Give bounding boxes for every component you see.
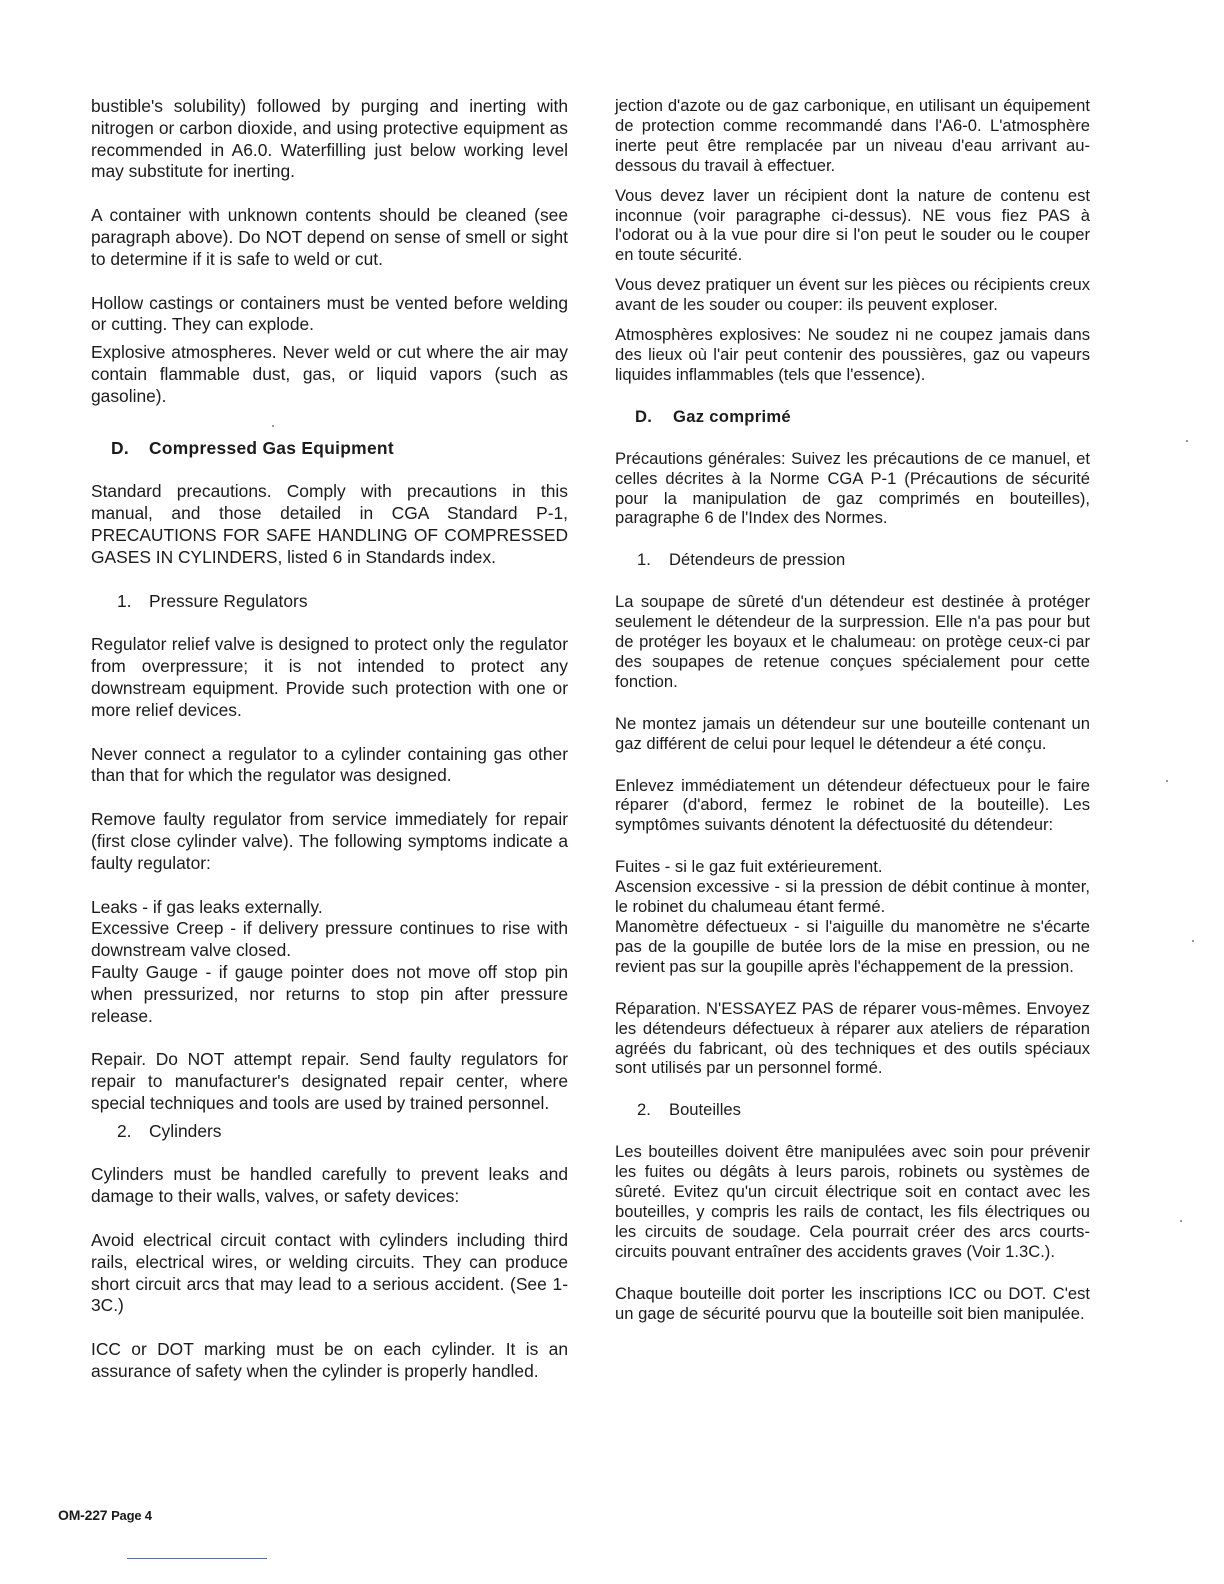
bottom-rule: [127, 1558, 267, 1559]
symptom-line: Leaks - if gas leaks externally.: [91, 896, 323, 917]
symptom-line: Manomètre défectueux - si l'aiguille du manomètre ne s'écarte pas de la goupille de butée lors de la mise en pression, ou ne revient pas sur la goupille après l'échappement de la pression.: [615, 917, 1090, 976]
symptom-line: Excessive Creep - if delivery pressure continues to rise with downstream valve closed.: [91, 918, 568, 961]
section-letter: D.: [111, 437, 129, 458]
paragraph: Avoid electrical circuit contact with cylinders including third rails, electrical wires, or welding circuits. They can produce short circuit arcs that may lead to a serious accident. (See 1-3C.): [91, 1230, 568, 1316]
scan-speck: [1166, 780, 1168, 782]
paragraph: La soupape de sûreté d'un détendeur est destinée à protéger seulement le détendeur de la surpression. Elle n'a pas pour but de protéger les boyaux et le chalumeau: on protège ceux-ci par des soupapes de retenue conçues spécialement pour cette fonction.: [615, 592, 1090, 691]
subsection-heading: [637, 550, 1090, 570]
subsection-title: Détendeurs de pression: [669, 550, 846, 570]
paragraph: Atmosphères explosives: Ne soudez ni ne coupez jamais dans des lieux où l'air peut contenir des poussières, gaz ou vapeurs liquides inflammables (tels que l'essence).: [615, 325, 1090, 384]
paragraph: Standard precautions. Comply with precautions in this manual, and those detailed in CGA Standard P-1, PRECAUTIONS FOR SAFE HANDLING OF COMPRESSED GASES IN CYLINDERS, listed 6 in Standards index.: [91, 481, 568, 567]
english-column: [91, 96, 568, 1405]
paragraph: Repair. Do NOT attempt repair. Send faulty regulators for repair to manufacturer's designated repair center, where special techniques and tools are used by trained personnel.: [91, 1049, 568, 1113]
subsection-heading: [637, 1100, 1090, 1120]
paragraph: Réparation. N'ESSAYEZ PAS de réparer vous-mêmes. Envoyez les détendeurs défectueux à réparer aux ateliers de réparation agréés du fabricant, où des techniques et des outils spéciaux sont utilisés par un personnel formé.: [615, 998, 1090, 1078]
paragraph: Précautions générales: Suivez les précautions de ce manuel, et celles décrites à la Norme CGA P-1 (Précautions de sécurité pour la manipulation de gaz comprimés en bouteilles), paragraphe 6 de l'Index des Normes.: [615, 448, 1090, 528]
subsection-number: 2.: [117, 1120, 132, 1141]
scan-speck: [1180, 1220, 1182, 1222]
paragraph: Never connect a regulator to a cylinder containing gas other than that for which the regulator was designed.: [91, 743, 568, 786]
subsection-number: 1.: [117, 590, 132, 611]
paragraph: Hollow castings or containers must be vented before welding or cutting. They can explode.: [91, 292, 568, 335]
section-title: Compressed Gas Equipment: [149, 437, 394, 458]
paragraph: Chaque bouteille doit porter les inscriptions ICC ou DOT. C'est un gage de sécurité pourvu que la bouteille soit bien manipulée.: [615, 1283, 1090, 1323]
paragraph: A container with unknown contents should be cleaned (see paragraph above). Do NOT depend on sense of smell or sight to determine if it is safe to weld or cut.: [91, 205, 568, 269]
section-title: Gaz comprimé: [673, 406, 791, 426]
subsection-number: 1.: [637, 550, 651, 570]
document-id: OM-227: [58, 1507, 108, 1523]
french-column: [615, 96, 1090, 1334]
paragraph: Explosive atmospheres. Never weld or cut where the air may contain flammable dust, gas, or liquid vapors (such as gasoline).: [91, 342, 568, 406]
subsection-title: Cylinders: [149, 1120, 222, 1141]
subsection-number: 2.: [637, 1100, 651, 1120]
scan-speck: [1186, 440, 1188, 442]
paragraph: Vous devez laver un récipient dont la nature de contenu est inconnue (voir paragraphe ci-dessus). NE vous fiez PAS à l'odorat ou à la vue pour dire si l'on peut le souder ou le couper en toute sécurité.: [615, 185, 1090, 265]
paragraph: Regulator relief valve is designed to protect only the regulator from overpressure; it is not intended to protect any downstream equipment. Provide such protection with one or more relief devices.: [91, 634, 568, 720]
paragraph: Vous devez pratiquer un évent sur les pièces ou récipients creux avant de les souder ou couper: ils peuvent exploser.: [615, 275, 1090, 315]
subsection-heading: [117, 591, 568, 613]
symptom-line: Ascension excessive - si la pression de débit continue à monter, le robinet du chalumeau étant fermé.: [615, 877, 1090, 917]
paragraph: Ne montez jamais un détendeur sur une bouteille contenant un gaz différent de celui pour lequel le détendeur a été conçu.: [615, 713, 1090, 753]
paragraph: Cylinders must be handled carefully to prevent leaks and damage to their walls, valves, or safety devices:: [91, 1164, 568, 1207]
paragraph: bustible's solubility) followed by purging and inerting with nitrogen or carbon dioxide, and using protective equipment as recommended in A6.0. Waterfilling just below working level may substitute for inerting.: [91, 96, 568, 182]
symptom-line: Faulty Gauge - if gauge pointer does not move off stop pin when pressurized, nor returns to stop pin after pressure release.: [91, 961, 568, 1026]
section-heading: [111, 438, 568, 460]
paragraph: Les bouteilles doivent être manipulées avec soin pour prévenir les fuites ou dégâts à leurs parois, robinets ou systèmes de sûreté. Evitez qu'un circuit électrique soit en contact avec les bouteilles, y compris les rails de contact, les fils électriques ou les circuits de soudage. Cela pourrait créer des arcs courts-circuits pouvant entraîner des accidents graves (Voir 1.3C.).: [615, 1142, 1090, 1261]
page-number: Page 4: [111, 1508, 152, 1523]
subsection-title: Bouteilles: [669, 1100, 741, 1120]
section-heading: [635, 407, 1090, 427]
subsection-heading: [117, 1121, 568, 1143]
paragraph: jection d'azote ou de gaz carbonique, en utilisant un équipement de protection comme recommandé dans l'A6-0. L'atmosphère inerte peut être remplacée par un niveau d'eau arrivant au-dessous du travail à effectuer.: [615, 96, 1090, 175]
paragraph: Enlevez immédiatement un détendeur défectueux pour le faire réparer (d'abord, fermez le robinet de la bouteille). Les symptômes suivants dénotent la défectuosité du détendeur:: [615, 775, 1090, 835]
paragraph: Remove faulty regulator from service immediately for repair (first close cylinder valve). The following symptoms indicate a faulty regulator:: [91, 809, 568, 873]
page-footer: [58, 1507, 152, 1523]
symptom-line: Fuites - si le gaz fuit extérieurement.: [615, 857, 883, 877]
subsection-title: Pressure Regulators: [149, 590, 308, 611]
section-letter: D.: [635, 406, 653, 426]
scan-speck: [1192, 940, 1194, 942]
paragraph: ICC or DOT marking must be on each cylinder. It is an assurance of safety when the cylinder is properly handled.: [91, 1339, 568, 1382]
scan-speck: [272, 425, 274, 427]
